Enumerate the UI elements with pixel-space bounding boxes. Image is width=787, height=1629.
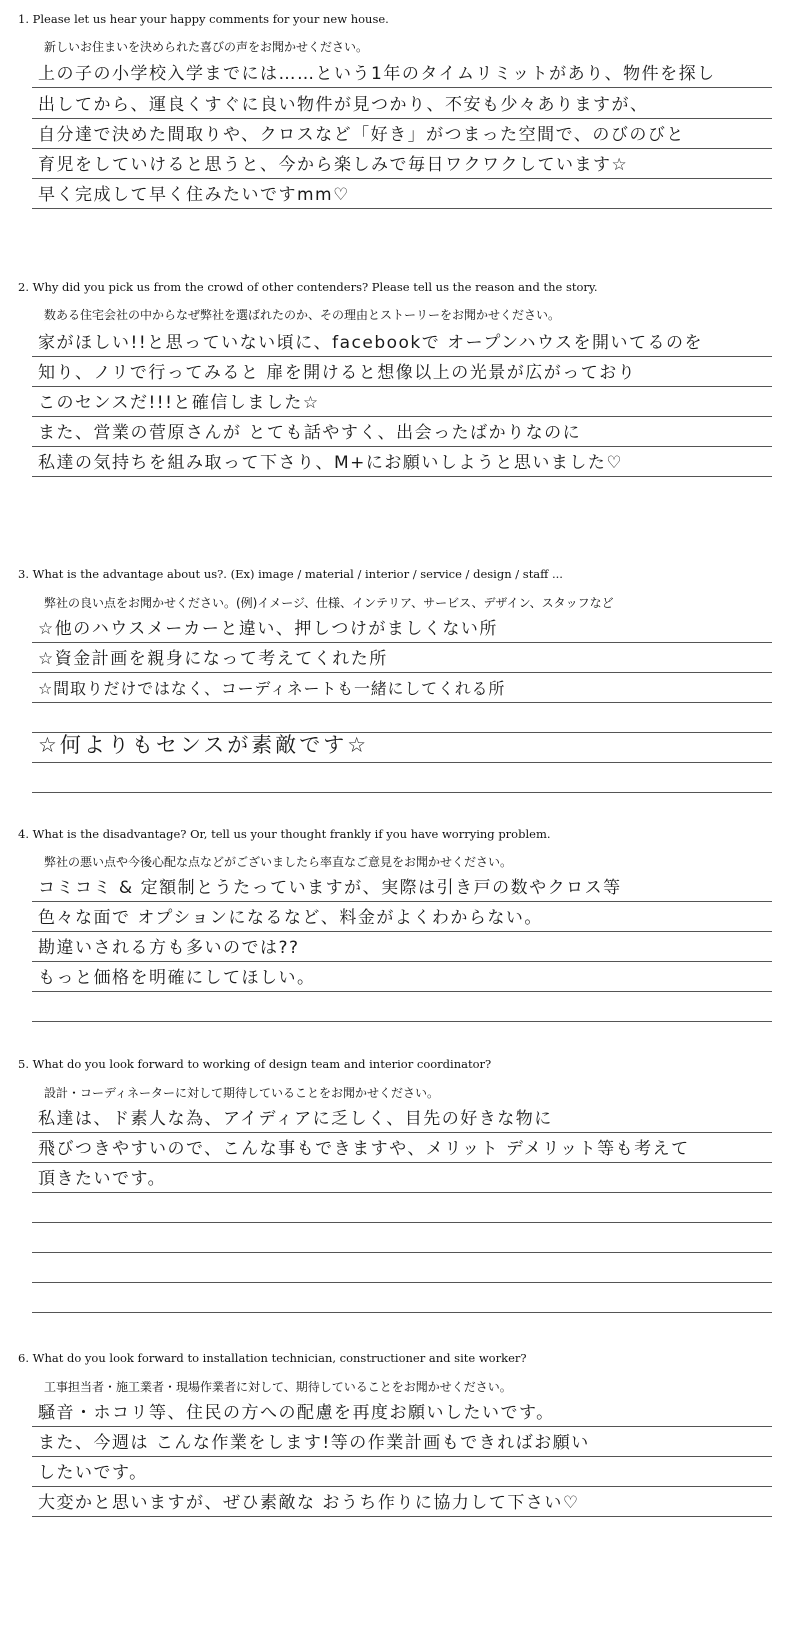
answer-line: [32, 1102, 772, 1133]
answer-line: [32, 1252, 772, 1283]
answer-line: [32, 386, 772, 417]
answer-line: [32, 1132, 772, 1163]
answer-line: [32, 88, 772, 119]
handwritten-answer: 上の子の小学校入学までには……という1年のタイムリミットがあり、物件を探し: [38, 64, 716, 84]
handwritten-answer: 騒音・ホコリ等、住民の方への配慮を再度お願いしたいです。: [38, 1403, 555, 1423]
answer-line: [32, 416, 772, 447]
question-3-english: 3. What is the advantage about us?. (Ex) image / material / interior / service / design / staff ...: [18, 567, 563, 581]
question-1-english: 1. Please let us hear your happy comments for your new house.: [18, 12, 389, 26]
answer-line: [32, 991, 772, 1022]
answer-line: [32, 612, 772, 643]
answer-line: [32, 871, 772, 902]
answer-line: [32, 446, 772, 477]
handwritten-answer: また、今週は こんな作業をします!等の作業計画もできればお願い: [38, 1433, 590, 1453]
answer-line: [32, 326, 772, 357]
answer-line: [32, 1396, 772, 1427]
answer-line: [32, 356, 772, 387]
question-5-japanese: 設計・コーディネーターに対して期待していることをお聞かせください。: [44, 1086, 440, 1100]
question-4-english: 4. What is the disadvantage? Or, tell us your thought frankly if you have worrying problem.: [18, 827, 551, 841]
question-5-english: 5. What do you look forward to working of design team and interior coordinator?: [18, 1057, 492, 1071]
handwritten-answer: ☆他のハウスメーカーと違い、押しつけがましくない所: [38, 619, 498, 639]
question-6-english: 6. What do you look forward to installation technician, constructioner and site worker?: [18, 1351, 527, 1365]
answer-line: [32, 1222, 772, 1253]
handwritten-answer: もっと価格を明確にしてほしい。: [38, 968, 316, 988]
question-2-english: 2. Why did you pick us from the crowd of other contenders? Please tell us the reason and the story.: [18, 280, 598, 294]
answer-line: [32, 1456, 772, 1487]
question-3-japanese: 弊社の良い点をお聞かせください。(例)イメージ、仕様、インテリア、サービス、デザイン、スタッフなど: [44, 596, 614, 610]
handwritten-answer: 頂きたいです。: [38, 1169, 167, 1189]
handwritten-answer: したいです。: [38, 1463, 148, 1483]
handwritten-answer: 育児をしていけると思うと、今から楽しみで毎日ワクワクしています☆: [38, 155, 629, 175]
question-6-japanese: 工事担当者・施工業者・現場作業者に対して、期待していることをお聞かせください。: [44, 1380, 512, 1394]
handwritten-answer: 出してから、運良くすぐに良い物件が見つかり、不安も少々ありますが、: [38, 95, 649, 115]
handwritten-answer: コミコミ & 定額制とうたっていますが、実際は引き戸の数やクロス等: [38, 878, 622, 898]
handwritten-answer: ☆資金計画を親身になって考えてくれた所: [38, 649, 388, 669]
question-1-japanese: 新しいお住まいを決められた喜びの声をお聞かせください。: [44, 40, 369, 54]
handwritten-answer: 勘違いされる方も多いのでは??: [38, 938, 300, 958]
answer-line: [32, 1162, 772, 1193]
handwritten-answer: ☆間取りだけではなく、コーディネートも一緒にしてくれる所: [38, 679, 506, 698]
answer-line: [32, 931, 772, 962]
answer-line: [32, 642, 772, 673]
question-2-japanese: 数ある住宅会社の中からなぜ弊社を選ばれたのか、その理由とストーリーをお聞かせください。: [44, 308, 561, 322]
handwritten-answer: ☆何よりもセンスが素敵です☆: [38, 733, 370, 757]
handwritten-answer: 自分達で決めた間取りや、クロスなど「好き」がつまった空間で、のびのびと: [38, 125, 685, 145]
handwritten-answer: また、営業の菅原さんが とても話やすく、出会ったばかりなのに: [38, 423, 582, 443]
handwritten-answer: 色々な面で オプションになるなど、料金がよくわからない。: [38, 908, 543, 928]
answer-line: [32, 178, 772, 209]
question-4-japanese: 弊社の悪い点や今後心配な点などがございましたら率直なご意見をお聞かせください。: [44, 855, 513, 869]
answer-line: [32, 1282, 772, 1313]
answer-line: [32, 1426, 772, 1457]
answer-line: [32, 148, 772, 179]
handwritten-answer: このセンスだ!!!と確信しました☆: [38, 393, 320, 413]
handwritten-answer: 家がほしい!!と思っていない頃に、facebookで オープンハウスを開いてるのを: [38, 333, 703, 353]
answer-line: [32, 1192, 772, 1223]
handwritten-answer: 私達の気持ちを組み取って下さり、M+にお願いしようと思いました♡: [38, 453, 624, 473]
answer-line: [32, 672, 772, 703]
answer-line: [32, 732, 772, 763]
answer-line: [32, 762, 772, 793]
answer-line: [32, 57, 772, 88]
answer-line: [32, 118, 772, 149]
handwritten-answer: 知り、ノリで行ってみると 扉を開けると想像以上の光景が広がっており: [38, 363, 637, 383]
answer-line: [32, 961, 772, 992]
handwritten-answer: 私達は、ド素人な為、アイディアに乏しく、目先の好きな物に: [38, 1109, 553, 1129]
handwritten-answer: 大変かと思いますが、ぜひ素敵な おうち作りに協力して下さい♡: [38, 1493, 580, 1513]
handwritten-answer: 飛びつきやすいので、こんな事もできますや、メリット デメリット等も考えて: [38, 1139, 690, 1159]
answer-line: [32, 901, 772, 932]
answer-line: [32, 1486, 772, 1517]
handwritten-answer: 早く完成して早く住みたいですmm♡: [38, 185, 350, 205]
